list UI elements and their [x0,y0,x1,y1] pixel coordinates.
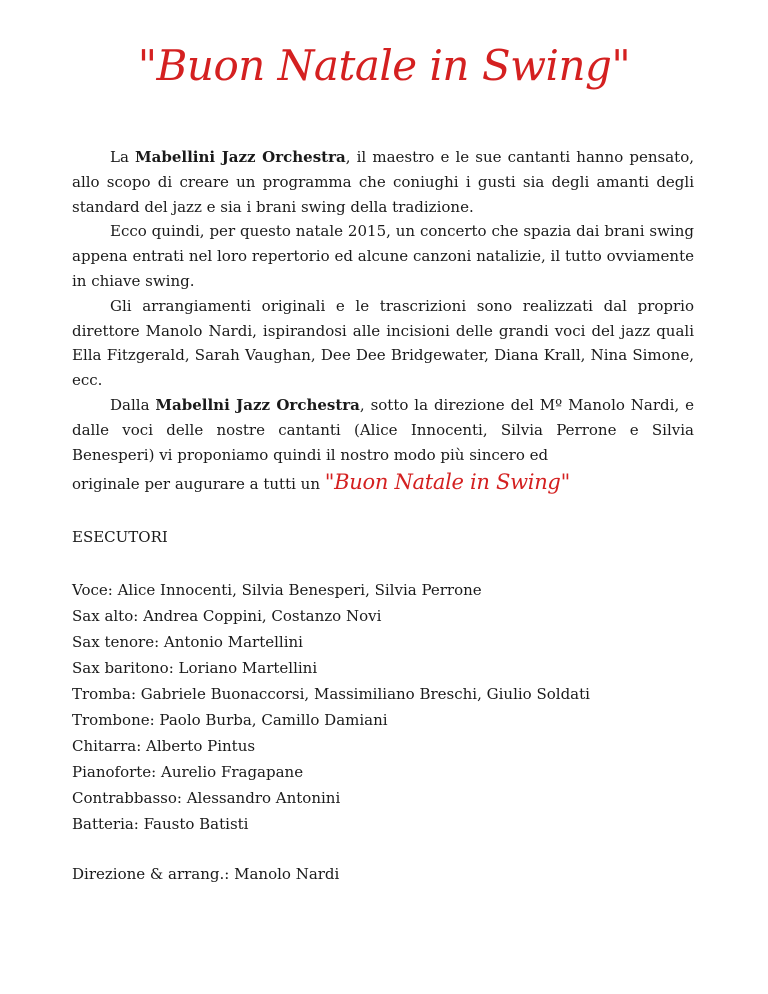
performers-heading: ESECUTORI [72,528,168,547]
inline-title: "Buon Natale in Swing" [324,470,570,495]
performer-row-tromba: Tromba: Gabriele Buonaccorsi, Massimiliano Breschi, Giulio Soldati [72,684,590,703]
paragraph-closing-prefix: Dalla [110,395,156,414]
performer-row-trombone: Trombone: Paolo Burba, Camillo Damiani [72,710,388,729]
paragraph-arrangements: Gli arrangiamenti originali e le trascrizioni sono realizzati dal proprio direttore Manolo Nardi, ispirandosi alle incisioni delle grandi voci del jazz quali Ella Fitzgerald, Sarah Vaughan, Dee Dee Bridgewater, Diana Krall, Nina Simone, ecc. [72,296,694,390]
paragraph-concert: Ecco quindi, per questo natale 2015, un concerto che spazia dai brani swing appena entrati nel loro repertorio ed alcune canzoni natalizie, il tutto ovviamente in chiave swing. [72,222,694,290]
paragraph-intro [72,145,694,219]
performer-row-chitarra: Chitarra: Alberto Pintus [72,736,256,755]
performer-row-sax-alto: Sax alto: Andrea Coppini, Costanzo Novi [72,606,382,625]
paragraph-closing-text: , sotto la direzione del Mº Manolo Nardi, e dalle voci delle nostre cantanti (Alice Innocenti, Silvia Perrone e Silvia Benesperi) vi proponiamo quindi il nostro modo più sincero ed [72,395,694,464]
orchestra-name-bold-2: Mabellni Jazz Orchestra [155,395,360,414]
performer-row-contrabbasso: Contrabbasso: Alessandro Antonini [72,788,341,807]
performer-row-batteria: Batteria: Fausto Batisti [72,814,249,833]
performer-row-pianoforte: Pianoforte: Aurelio Fragapane [72,762,304,781]
performer-row-voce: Voce: Alice Innocenti, Silvia Benesperi, Silvia Perrone [72,580,482,599]
document-body [72,145,694,887]
performer-row-sax-baritono: Sax baritono: Loriano Martellini [72,658,318,677]
closing-line [72,471,694,497]
orchestra-name-bold: Mabellini Jazz Orchestra [135,148,346,166]
direction-line: Direzione & arrang.: Manolo Nardi [72,864,340,883]
performers-list [72,577,694,837]
paragraph-closing [72,393,694,467]
page-title: "Buon Natale in Swing" [137,41,631,90]
paragraph-intro-prefix: La [110,148,136,166]
performer-row-sax-tenore: Sax tenore: Antonio Martellini [72,632,303,651]
closing-line-text: originale per augurare a tutti un [72,475,325,494]
paragraph-intro-text: , il maestro e le sue cantanti hanno pensato, allo scopo di creare un programma che coniughi i gusti sia degli amanti degli standard del jazz e sia i brani swing della tradizione. [72,148,694,216]
